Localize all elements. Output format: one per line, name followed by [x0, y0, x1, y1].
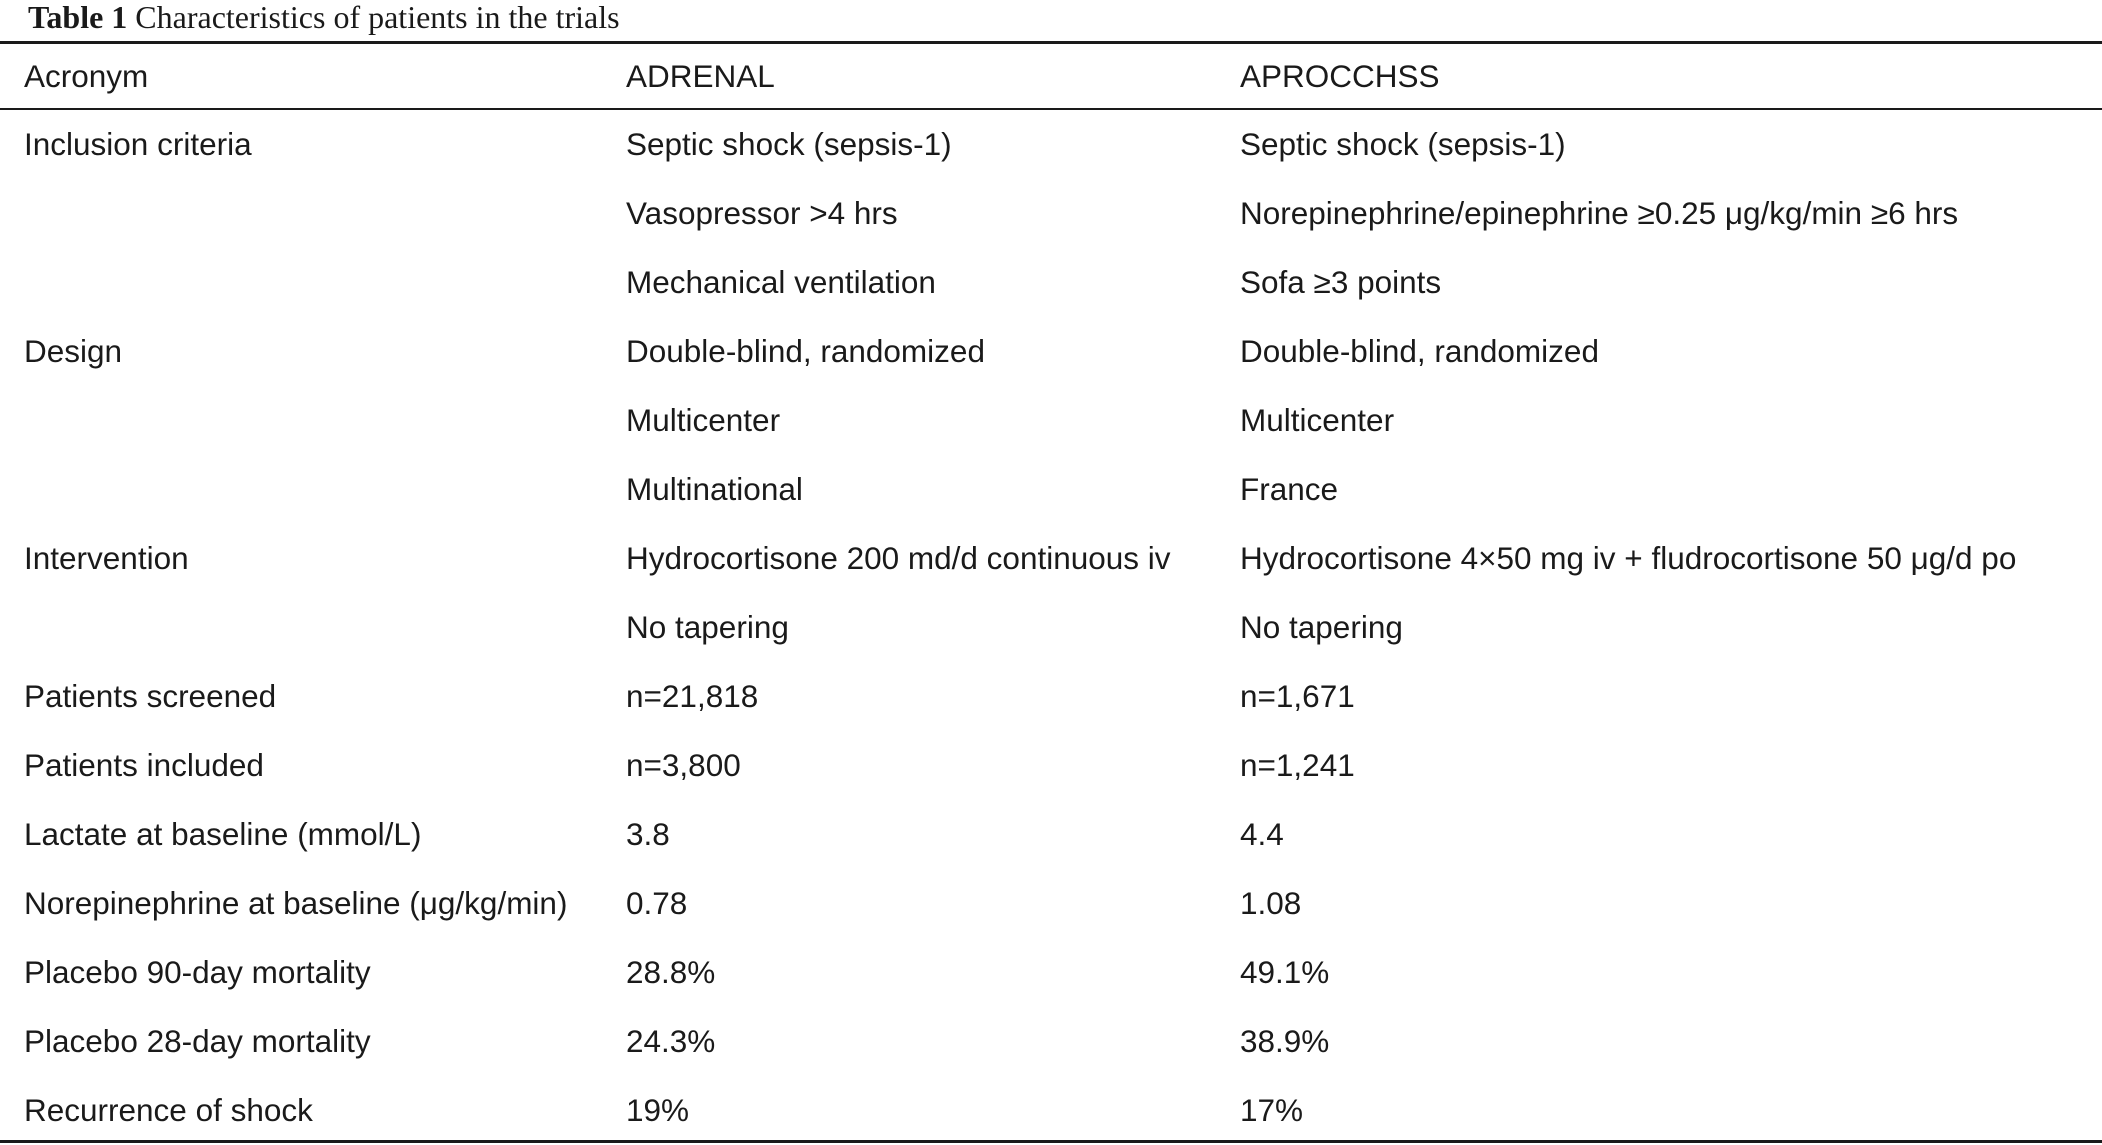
- aprocchss-cell: 4.4: [1240, 816, 1284, 852]
- table-row: [0, 593, 2102, 662]
- row-label-cell: Recurrence of shock: [24, 1092, 313, 1128]
- table-row: [0, 869, 2102, 938]
- aprocchss-cell: Hydrocortisone 4×50 mg iv + fludrocortisone 50 μg/d po: [1240, 540, 2017, 576]
- table-row: [0, 1076, 2102, 1145]
- table-row: [0, 662, 2102, 731]
- aprocchss-cell: Sofa ≥3 points: [1240, 264, 1442, 300]
- row-label-cell: Norepinephrine at baseline (μg/kg/min): [24, 885, 568, 921]
- adrenal-cell: Multicenter: [626, 402, 781, 438]
- column-header-acronym: Acronym: [24, 58, 149, 94]
- column-header-aprocchss: APROCCHSS: [1240, 58, 1440, 94]
- table-row: [0, 455, 2102, 524]
- adrenal-cell: n=3,800: [626, 747, 741, 783]
- row-label-cell: Design: [24, 333, 123, 369]
- table-caption-title: Characteristics of patients in the trials: [135, 0, 620, 35]
- row-label-cell: Patients included: [24, 747, 264, 783]
- adrenal-cell: Vasopressor >4 hrs: [626, 195, 898, 231]
- table-caption-label: Table 1: [28, 0, 128, 35]
- table-row: [0, 800, 2102, 869]
- adrenal-cell: Multinational: [626, 471, 803, 507]
- aprocchss-cell: 1.08: [1240, 885, 1302, 921]
- aprocchss-cell: n=1,241: [1240, 747, 1355, 783]
- adrenal-cell: Hydrocortisone 200 md/d continuous iv: [626, 540, 1171, 576]
- row-label-cell: Placebo 28-day mortality: [24, 1023, 371, 1059]
- adrenal-cell: 24.3%: [626, 1023, 716, 1059]
- adrenal-cell: 3.8: [626, 816, 670, 852]
- table-row: [0, 938, 2102, 1007]
- adrenal-cell: n=21,818: [626, 678, 759, 714]
- table-header-row: [0, 44, 2102, 108]
- aprocchss-cell: 38.9%: [1240, 1023, 1330, 1059]
- table-row: [0, 386, 2102, 455]
- aprocchss-cell: France: [1240, 471, 1339, 507]
- row-label-cell: Lactate at baseline (mmol/L): [24, 816, 422, 852]
- adrenal-cell: Double-blind, randomized: [626, 333, 985, 369]
- table-row: [0, 248, 2102, 317]
- adrenal-cell: 0.78: [626, 885, 688, 921]
- adrenal-cell: No tapering: [626, 609, 789, 645]
- adrenal-cell: 28.8%: [626, 954, 716, 990]
- adrenal-cell: Septic shock (sepsis-1): [626, 126, 952, 162]
- table-bottom-rule: [0, 1140, 2102, 1143]
- table-caption: [28, 0, 620, 38]
- row-label-cell: Placebo 90-day mortality: [24, 954, 371, 990]
- table-row: [0, 1007, 2102, 1076]
- adrenal-cell: Mechanical ventilation: [626, 264, 936, 300]
- aprocchss-cell: Double-blind, randomized: [1240, 333, 1599, 369]
- adrenal-cell: 19%: [626, 1092, 690, 1128]
- table-row: [0, 179, 2102, 248]
- table-row: [0, 524, 2102, 593]
- table-row: [0, 731, 2102, 800]
- aprocchss-cell: No tapering: [1240, 609, 1403, 645]
- table-row: [0, 110, 2102, 179]
- aprocchss-cell: n=1,671: [1240, 678, 1355, 714]
- column-header-adrenal: ADRENAL: [626, 58, 775, 94]
- aprocchss-cell: 49.1%: [1240, 954, 1330, 990]
- aprocchss-cell: Septic shock (sepsis-1): [1240, 126, 1566, 162]
- row-label-cell: Intervention: [24, 540, 189, 576]
- aprocchss-cell: Norepinephrine/epinephrine ≥0.25 μg/kg/min ≥6 hrs: [1240, 195, 1959, 231]
- row-label-cell: Inclusion criteria: [24, 126, 252, 162]
- row-label-cell: Patients screened: [24, 678, 277, 714]
- aprocchss-cell: 17%: [1240, 1092, 1304, 1128]
- table-row: [0, 317, 2102, 386]
- aprocchss-cell: Multicenter: [1240, 402, 1395, 438]
